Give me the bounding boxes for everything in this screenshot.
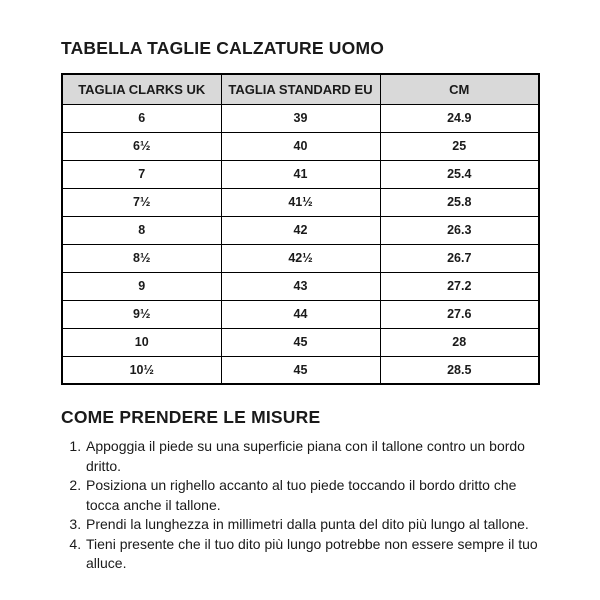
- measure-step: 3. Prendi la lunghezza in millimetri dalla punta del dito più lungo al tallone.: [85, 515, 540, 535]
- eu-size-cell: 41½: [221, 188, 380, 216]
- eu-size-cell: 41: [221, 160, 380, 188]
- uk-size-cell: 9: [62, 272, 221, 300]
- eu-size-cell: 45: [221, 356, 380, 384]
- measure-section-heading: COME PRENDERE LE MISURE: [61, 407, 321, 427]
- eu-size-cell: 42½: [221, 244, 380, 272]
- uk-size-cell: 7: [62, 160, 221, 188]
- eu-size-cell: 45: [221, 328, 380, 356]
- measure-step: 1. Appoggia il piede su una superficie piana con il tallone contro un bordo dritto.: [85, 437, 540, 476]
- eu-size-cell: 39: [221, 104, 380, 132]
- uk-size-cell: 8½: [62, 244, 221, 272]
- table-row: [62, 216, 539, 244]
- measure-step: 2. Posiziona un righello accanto al tuo piede toccando il bordo dritto che tocca anche il tallone.: [85, 476, 540, 515]
- uk-size-cell: 6: [62, 104, 221, 132]
- uk-size-cell: 10½: [62, 356, 221, 384]
- uk-size-cell: 9½: [62, 300, 221, 328]
- page-title: TABELLA TAGLIE CALZATURE UOMO: [61, 38, 385, 58]
- cm-cell: 25.8: [380, 188, 539, 216]
- cm-cell: 26.3: [380, 216, 539, 244]
- measure-step: 4. Tieni presente che il tuo dito più lungo potrebbe non essere sempre il tuo alluce.: [85, 535, 540, 574]
- eu-size-cell: 43: [221, 272, 380, 300]
- measure-steps-list: [61, 437, 540, 574]
- eu-size-cell: 42: [221, 216, 380, 244]
- size-table-header: [62, 74, 539, 104]
- size-table: [61, 73, 540, 385]
- cm-cell: 25.4: [380, 160, 539, 188]
- cm-cell: 27.6: [380, 300, 539, 328]
- table-row: [62, 160, 539, 188]
- cm-cell: 28.5: [380, 356, 539, 384]
- header-cell-eu-size: TAGLIA STANDARD EU: [221, 74, 380, 104]
- size-table-body: [62, 104, 539, 384]
- table-row: [62, 300, 539, 328]
- table-header-row: [62, 74, 539, 104]
- uk-size-cell: 8: [62, 216, 221, 244]
- cm-cell: 24.9: [380, 104, 539, 132]
- eu-size-cell: 44: [221, 300, 380, 328]
- table-row: [62, 328, 539, 356]
- table-row: [62, 272, 539, 300]
- cm-cell: 26.7: [380, 244, 539, 272]
- table-row: [62, 244, 539, 272]
- cm-cell: 27.2: [380, 272, 539, 300]
- header-cell-uk-size: TAGLIA CLARKS UK: [62, 74, 221, 104]
- cm-cell: 28: [380, 328, 539, 356]
- eu-size-cell: 40: [221, 132, 380, 160]
- table-row: [62, 356, 539, 384]
- table-row: [62, 188, 539, 216]
- table-row: [62, 104, 539, 132]
- uk-size-cell: 6½: [62, 132, 221, 160]
- table-row: [62, 132, 539, 160]
- cm-cell: 25: [380, 132, 539, 160]
- header-cell-cm: CM: [380, 74, 539, 104]
- uk-size-cell: 10: [62, 328, 221, 356]
- uk-size-cell: 7½: [62, 188, 221, 216]
